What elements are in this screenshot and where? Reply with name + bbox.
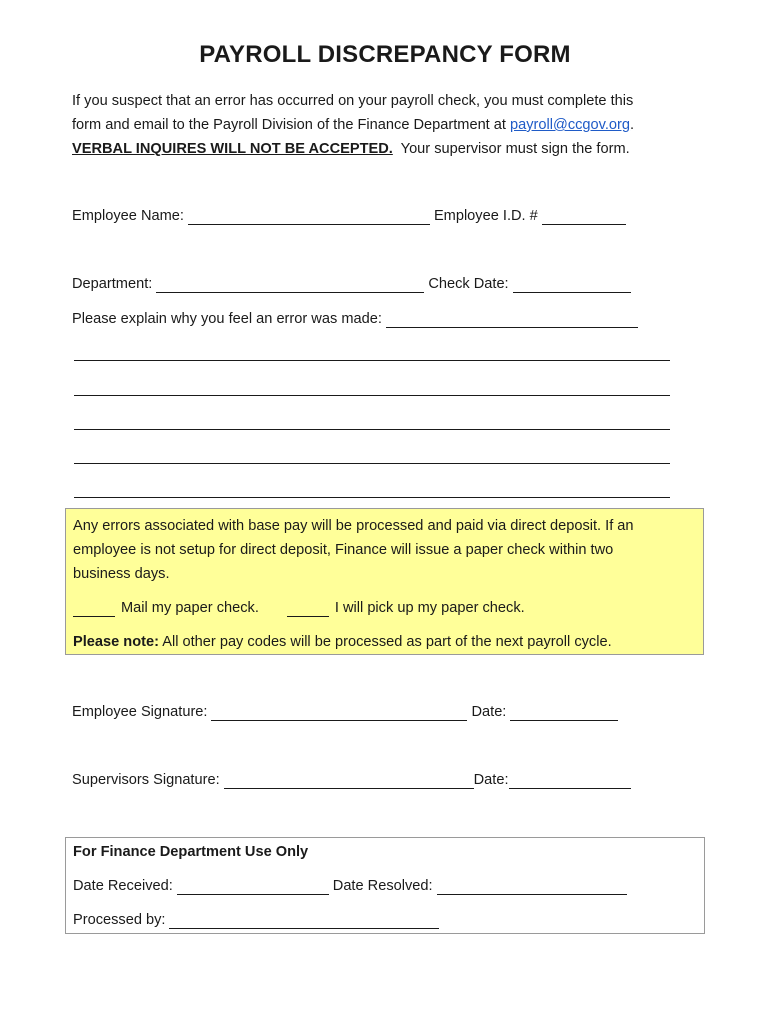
notice-text: business days. [73,566,170,582]
explain-label: Please explain why you feel an error was made: [72,311,382,327]
date-resolved-label: Date Resolved: [332,878,433,894]
supervisor-signature-label: Supervisors Signature: [72,772,220,788]
date-received-field[interactable] [177,877,329,895]
employee-date-label: Date: [471,704,507,720]
supervisor-signature-row [72,768,635,792]
explain-line[interactable] [74,497,670,498]
direct-deposit-notice [65,508,704,655]
explain-line[interactable] [74,360,670,361]
explain-line[interactable] [74,429,670,430]
form-title: PAYROLL DISCREPANCY FORM [199,41,571,68]
please-note-label: Please note: [73,634,159,650]
payroll-email-link[interactable]: payroll@ccgov.org [510,117,631,133]
supervisor-date-field[interactable] [509,771,631,789]
intro-paragraph [72,89,634,161]
notice-text: employee is not setup for direct deposit, Finance will issue a paper check within two [73,542,614,558]
finance-use-box [65,837,705,934]
check-date-label: Check Date: [428,276,509,292]
intro-line-3: VERBAL INQUIRES WILL NOT BE ACCEPTED. Your supervisor must sign the form. [72,141,630,157]
verbal-warning: VERBAL INQUIRES WILL NOT BE ACCEPTED. [72,141,393,157]
check-date-field[interactable] [513,275,631,293]
processed-by-field[interactable] [169,911,439,929]
processed-by-label: Processed by: [73,912,166,928]
employee-signature-label: Employee Signature: [72,704,208,720]
intro-line-2: form and email to the Payroll Division of the Finance Department at payroll@ccgov.org. [72,117,635,133]
mail-check-label: Mail my paper check. [121,600,259,616]
explain-line[interactable] [74,463,670,464]
mail-check-blank[interactable] [73,600,115,617]
processed-by-row [73,908,697,932]
employee-name-label: Employee Name: [72,208,184,224]
pickup-check-blank[interactable] [287,600,329,617]
intro-line-1: If you suspect that an error has occurred on your payroll check, you must complete this [72,93,634,109]
pickup-check-label: I will pick up my paper check. [334,600,525,616]
employee-name-field[interactable] [188,207,430,225]
finance-dates-row [73,874,697,898]
employee-signature-row [72,700,622,724]
please-note: Please note: All other pay codes will be processed as part of the next payroll cycle. [73,634,612,650]
employee-signature-field[interactable] [211,703,467,721]
department-row [72,272,635,296]
finance-heading: For Finance Department Use Only [73,844,309,860]
date-resolved-field[interactable] [437,877,627,895]
explain-line[interactable] [74,395,670,396]
employee-id-label: Employee I.D. # [433,208,538,224]
department-field[interactable] [156,275,424,293]
supervisor-signature-field[interactable] [224,771,474,789]
explain-field-first[interactable] [386,310,638,328]
explain-row [72,307,642,331]
department-label: Department: [72,276,153,292]
date-received-label: Date Received: [73,878,173,894]
employee-date-field[interactable] [510,703,618,721]
notice-text: Any errors associated with base pay will be processed and paid via direct deposit. If an [73,518,634,534]
check-options [73,596,696,620]
employee-info-row [72,204,630,228]
employee-id-field[interactable] [542,207,626,225]
supervisor-date-label: Date: [473,772,509,788]
